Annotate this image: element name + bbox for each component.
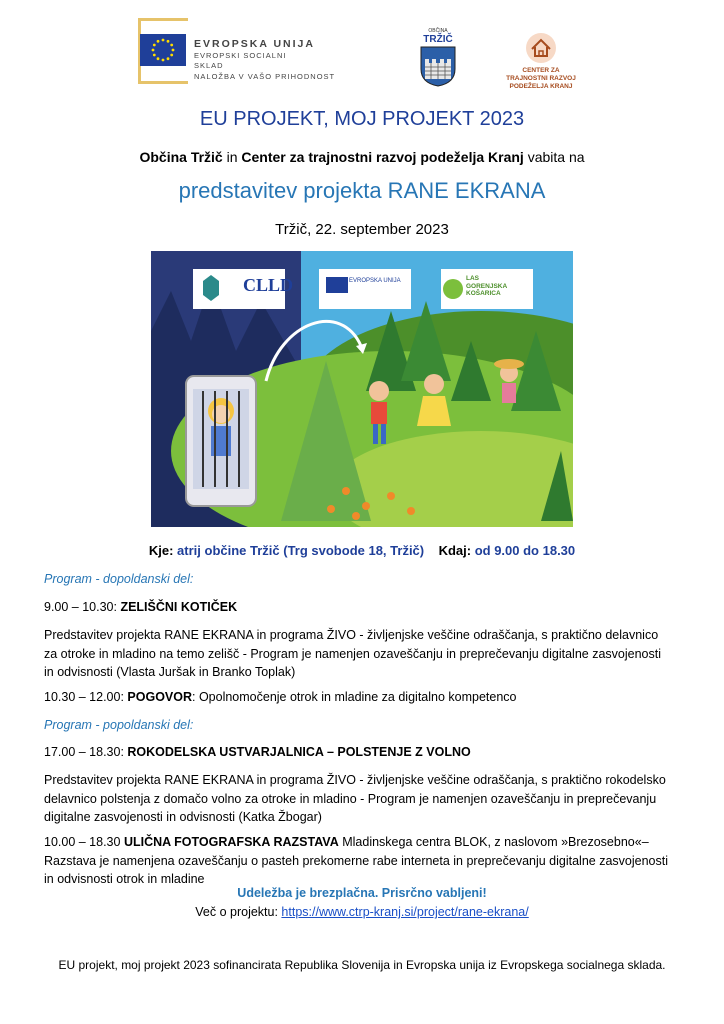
event-subtitle: predstavitev projekta RANE EKRANA — [178, 178, 546, 203]
trzic-logo — [417, 28, 459, 88]
organizer-1: Občina Tržič — [139, 149, 223, 165]
where-when-line — [0, 543, 724, 558]
program-item-4 — [44, 833, 674, 889]
center-logo — [506, 32, 576, 92]
item4-description: Mladinskega centra BLOK, z naslovom »Brezosebno«– Razstava je namenjena ozaveščanju o pasteh prekomerne rabe interneta in preprečevanju digitalne zasvojenosti in odvisnosti otrok in mladine — [44, 835, 668, 886]
item3-title: ROKODELSKA USTVARJALNICA – POLSTENJE Z VOLNO — [127, 745, 471, 759]
page-title: EU PROJEKT, MOJ PROJEKT 2023 — [199, 108, 525, 130]
item1-title: ZELIŠČNI KOTIČEK — [120, 600, 238, 614]
program-item-2 — [44, 688, 674, 707]
invite-conjunction: in — [222, 149, 242, 165]
las-logo-line2: GORENJSKA — [466, 282, 508, 290]
trzic-logo-name: TRŽIČ — [423, 34, 453, 45]
footer-note: EU projekt, moj projekt 2023 sofinancirata Republika Slovenija in Evropska unija iz Evropskega socialnega sklada. — [58, 958, 666, 972]
item4-title: ULIČNA FOTOGRAFSKA RAZSTAVA — [123, 835, 339, 849]
free-entry-line: Udeležba je brezplačna. Prisrčno vabljeni! — [237, 886, 487, 900]
program-item-1 — [44, 598, 674, 617]
item3-time: 17.00 – 18.30: — [44, 745, 128, 759]
las-logo-line1: LAS — [466, 275, 479, 282]
hero-illustration — [151, 251, 573, 527]
house-icon — [525, 32, 557, 64]
eu-logo-subtitle: EVROPSKI SOCIALNI SKLAD — [194, 51, 287, 70]
afternoon-program-heading: Program - popoldanski del: — [44, 718, 194, 732]
where-value: atrij občine Tržič (Trg svobode 18, Tržič) — [177, 543, 425, 558]
organizer-2: Center za trajnostni razvoj podeželja Kranj — [241, 149, 524, 165]
center-logo-text: CENTER ZA TRAJNOSTNI RAZVOJ PODEŽELJA KRANJ — [506, 67, 576, 90]
item4-time: 10.00 – 18.30 — [44, 835, 124, 849]
las-logo — [466, 275, 507, 298]
eu-logo-title: EVROPSKA UNIJA — [194, 38, 315, 50]
where-label: Kje: — [148, 543, 174, 558]
eu-flag-icon — [140, 34, 186, 66]
more-info-label: Več o projektu: — [195, 905, 282, 919]
program-item-3 — [44, 743, 674, 762]
morning-program-heading: Program - dopoldanski del: — [44, 572, 194, 586]
eu-logo-tagline: NALOŽBA V VAŠO PRIHODNOST — [194, 72, 336, 81]
place-date: Tržič, 22. september 2023 — [275, 221, 449, 238]
invite-suffix: vabita na — [523, 149, 585, 165]
item1-time: 9.00 – 10.30: — [44, 600, 121, 614]
invitation-line — [0, 149, 724, 165]
eu-esf-logo — [138, 18, 338, 90]
item2-title: POGOVOR — [127, 690, 192, 704]
project-link[interactable]: https://www.ctrp-kranj.si/project/rane-ekrana/ — [281, 905, 529, 919]
trzic-logo-top: OBČINA — [428, 28, 448, 34]
more-info-line — [0, 905, 724, 919]
eu-hero-logo-text: EVROPSKA UNIJA — [349, 278, 401, 284]
trzic-coat-of-arms-icon — [417, 45, 459, 87]
item2-time: 10.30 – 12.00: — [44, 690, 128, 704]
las-logo-line3: KOŠARICA — [466, 290, 501, 297]
item1-description: Predstavitev projekta RANE EKRANA in programa ŽIVO - življenjske veščine odraščanja, s praktično delavnico za otroke in mladino na temo zelišč - Program je namenjen ozaveščanju in preprečevanju digitalne zasvojenosti in odvisnosti (Vlasta Juršak in Branko Toplak) — [44, 628, 661, 679]
when-label: Kdaj: — [438, 543, 472, 558]
clld-logo-text: CLLD — [243, 275, 294, 295]
item2-description: : Opolnomočenje otrok in mladine za digitalno kompetenco — [192, 690, 517, 704]
item3-description: Predstavitev projekta RANE EKRANA in programa ŽIVO - življenjske veščine odraščanja, s praktično rokodelsko delavnico polstenja z domačo volno za otroke in mladino - Program je namenjen ozaveščanju in preprečevanju digitalne zasvojenosti in odvisnosti (Katka Žbogar) — [44, 773, 666, 824]
when-value: od 9.00 do 18.30 — [474, 543, 576, 558]
